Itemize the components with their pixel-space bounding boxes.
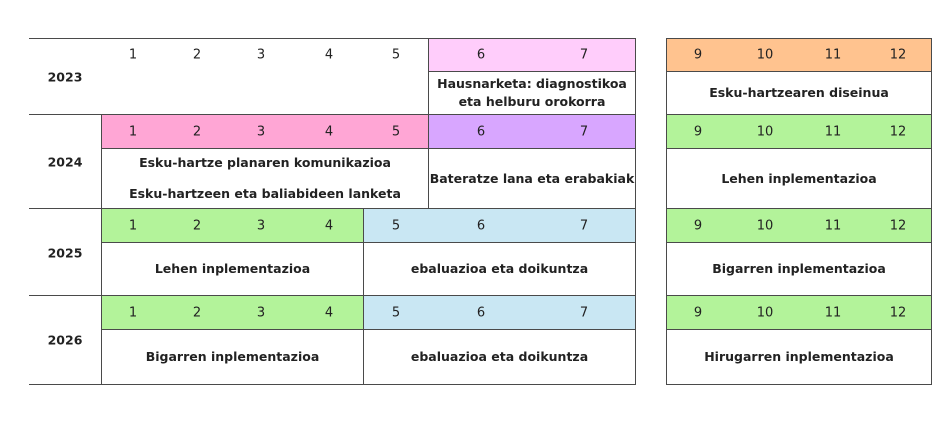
month-number: 1 (128, 47, 138, 63)
month-number: 10 (756, 47, 774, 63)
month-number: 7 (579, 218, 589, 234)
month-number: 7 (579, 124, 589, 140)
month-number: 11 (824, 124, 842, 140)
month-number: 4 (324, 218, 334, 234)
month-number: 12 (889, 47, 907, 63)
month-number: 5 (391, 218, 401, 234)
month-number: 10 (756, 124, 774, 140)
activity-label: Bigarren inplementazioa (712, 261, 886, 276)
month-number: 6 (476, 218, 486, 234)
month-number: 10 (756, 305, 774, 321)
activity-label: Esku-hartzeen eta baliabideen lanketa (129, 186, 401, 201)
month-number: 1 (128, 124, 138, 140)
month-number: 12 (889, 305, 907, 321)
block-2025-evaluation-months (363, 209, 635, 242)
block-2026-evaluation-months (363, 296, 635, 329)
activity-label: ebaluazioa eta doikuntza (410, 261, 589, 276)
block-2025-implementation-months (102, 209, 363, 242)
year-label-2024: 2024 (47, 154, 83, 170)
activity-label: Hirugarren inplementazioa (704, 349, 894, 364)
grid-line (666, 384, 932, 385)
grid-line (666, 38, 932, 39)
month-number: 6 (476, 47, 486, 63)
grid-line (931, 38, 932, 385)
month-number: 1 (128, 218, 138, 234)
grid-line (666, 114, 932, 115)
activity-label: Hausnarketa: diagnostikoa eta helburu orokorra (437, 76, 627, 109)
month-number: 3 (256, 218, 266, 234)
grid-line (635, 38, 636, 385)
month-number: 9 (693, 218, 703, 234)
grid-line (666, 295, 932, 296)
month-number: 6 (476, 124, 486, 140)
month-number: 5 (391, 305, 401, 321)
month-number: 11 (824, 47, 842, 63)
month-number: 11 (824, 305, 842, 321)
month-number: 3 (256, 305, 266, 321)
month-number: 7 (579, 47, 589, 63)
year-label-2023: 2023 (47, 69, 83, 85)
block-2024-consolidation-months (428, 115, 635, 148)
month-number: 9 (693, 124, 703, 140)
month-number: 2 (192, 218, 202, 234)
grid-line (666, 208, 932, 209)
month-number: 1 (128, 305, 138, 321)
month-number: 9 (693, 305, 703, 321)
month-number: 4 (324, 124, 334, 140)
activity-label: Bateratze lana eta erabakiak (429, 170, 635, 186)
month-number: 11 (824, 218, 842, 234)
month-number: 3 (256, 47, 266, 63)
month-number: 2 (192, 305, 202, 321)
month-number: 2 (192, 124, 202, 140)
activity-label: Lehen inplementazioa (154, 261, 311, 276)
month-number: 5 (391, 47, 401, 63)
month-number: 12 (889, 218, 907, 234)
grid-line (29, 38, 636, 39)
month-number: 9 (693, 47, 703, 63)
grid-line (29, 295, 636, 296)
year-label-2026: 2026 (47, 332, 83, 348)
activity-label: ebaluazioa eta doikuntza (410, 349, 589, 364)
month-number: 2 (192, 47, 202, 63)
grid-line (29, 208, 636, 209)
month-number: 4 (324, 305, 334, 321)
grid-line (29, 114, 636, 115)
activity-label: Lehen inplementazioa (721, 170, 877, 186)
month-number: 7 (579, 305, 589, 321)
month-number: 6 (476, 305, 486, 321)
activity-label: Esku-hartze planaren komunikazioa (139, 155, 391, 170)
month-number: 4 (324, 47, 334, 63)
year-label-2025: 2025 (47, 245, 83, 261)
block-2026-implementation-months (102, 296, 363, 329)
block-2023-reflection-months (428, 39, 635, 71)
month-number: 5 (391, 124, 401, 140)
grid-line (29, 384, 636, 385)
month-number: 3 (256, 124, 266, 140)
activity-label: Bigarren inplementazioa (145, 349, 320, 364)
month-number: 12 (889, 124, 907, 140)
month-number: 10 (756, 218, 774, 234)
activity-label: Esku-hartzearen diseinua (709, 85, 889, 100)
